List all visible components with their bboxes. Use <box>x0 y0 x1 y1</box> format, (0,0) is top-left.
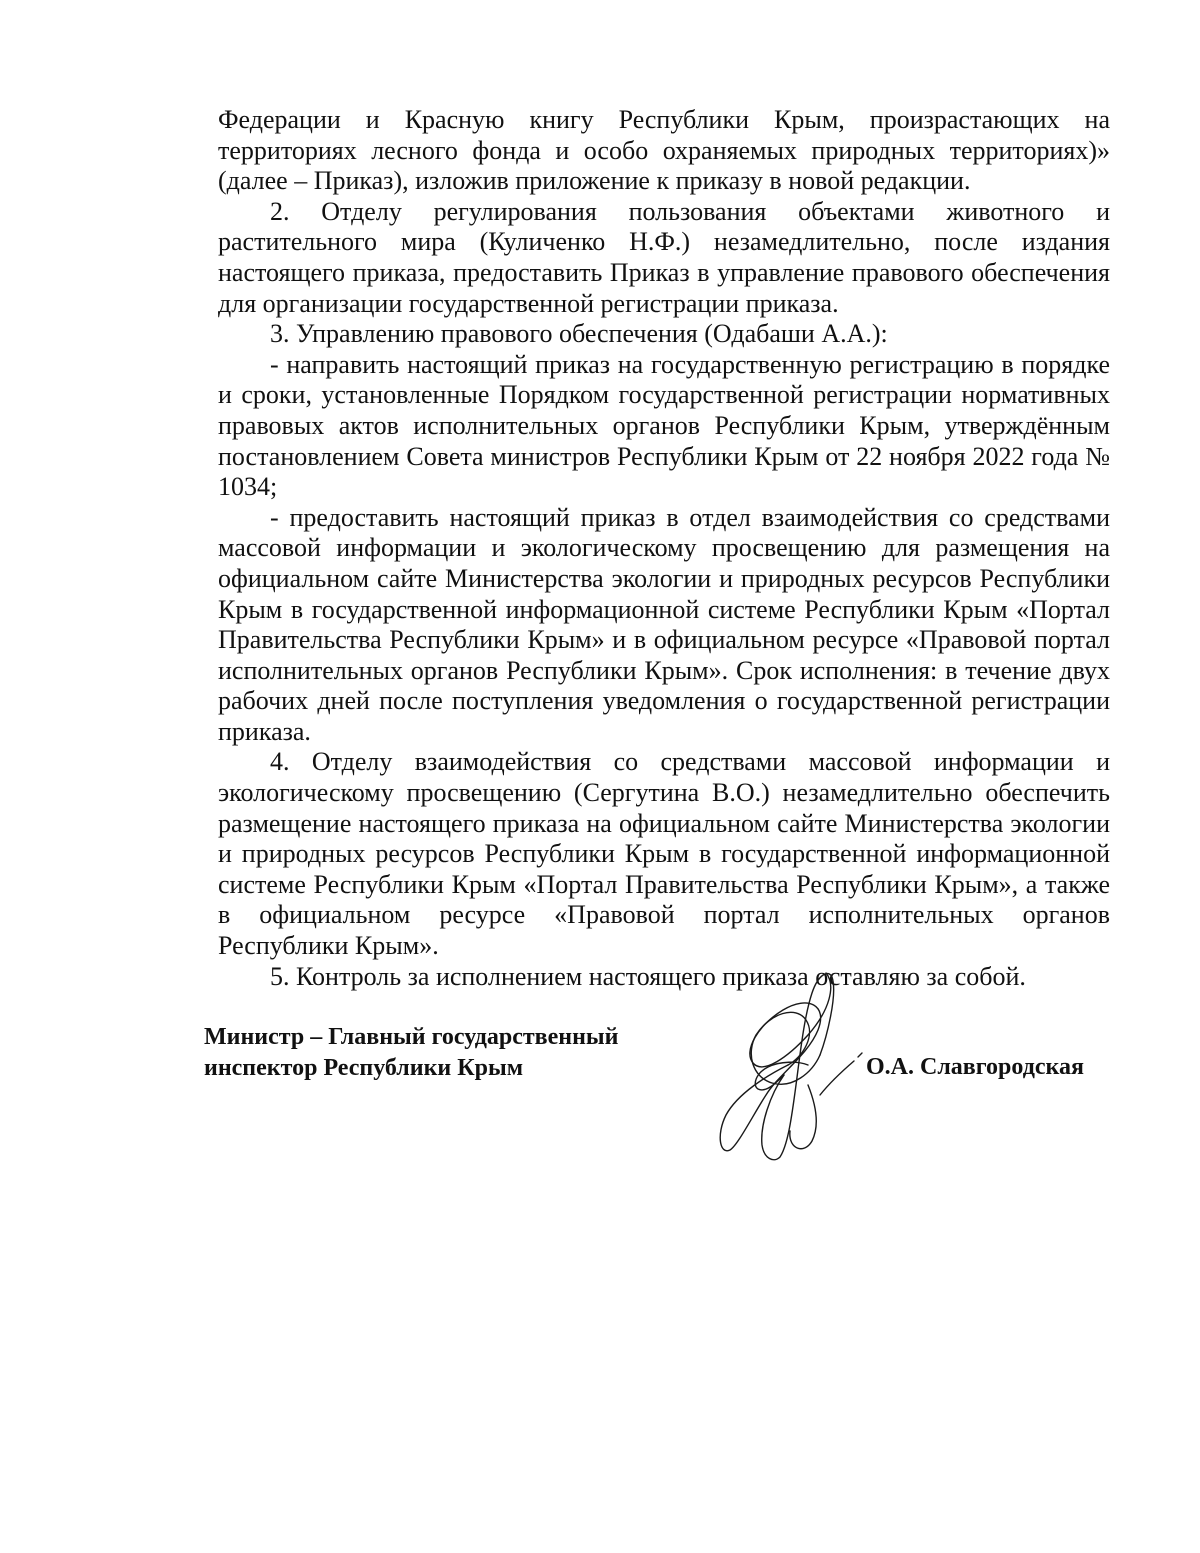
document-body <box>218 105 1110 992</box>
paragraph-item-3-subitem-2: - предоставить настоящий приказ в отдел взаимодействия со средствами массовой информации и экологическому просвещению для размещения на официальном сайте Министерства экологии и природных ресурсов Республики Крым в государственной информационной системе Республики Крым «Портал Правительства Республики Крым» и в официальном ресурсе «Правовой портал исполнительных органов Республики Крым». Срок исполнения: в течение двух рабочих дней после поступления уведомления о государственной регистрации приказа. <box>218 502 1110 746</box>
handwritten-signature-icon <box>708 965 878 1165</box>
signatory-title-line-1: Министр – Главный государственный <box>204 1024 619 1050</box>
paragraph-item-5: 5. Контроль за исполнением настоящего приказа оставляю за собой. <box>270 961 1026 991</box>
paragraph-item-3-subitem-1: - направить настоящий приказ на государственную регистрацию в порядке и сроки, установленные Порядком государственной регистрации нормативных правовых актов исполнительных органов Республики Крым, утверждённым постановлением Совета министров Республики Крым от 22 ноября 2022 года № 1034; <box>218 349 1110 502</box>
paragraph-item-3: 3. Управлению правового обеспечения (Одабаши А.А.): <box>270 319 888 349</box>
signatory-title-line-2: инспектор Республики Крым <box>204 1055 524 1081</box>
signatory-title <box>204 1022 674 1084</box>
signatory-name: О.А. Славгородская <box>866 1054 1084 1080</box>
paragraph-item-4: 4. Отделу взаимодействия со средствами массовой информации и экологическому просвещению (Сергутина В.О.) незамедлительно обеспечить размещение настоящего приказа на официальном сайте Министерства экологии и природных ресурсов Республики Крым в государственной информационной системе Республики Крым «Портал Правительства Республики Крым», а также в официальном ресурсе «Правовой портал исполнительных органов Республики Крым». <box>218 747 1110 961</box>
paragraph-continuation: Федерации и Красную книгу Республики Крым, произрастающих на территориях лесного фонда и особо охраняемых природных территориях)» (далее – Приказ), изложив приложение к приказу в новой редакции. <box>218 105 1110 196</box>
paragraph-item-2: 2. Отделу регулирования пользования объектами животного и растительного мира (Куличенко Н.Ф.) незамедлительно, после издания настоящего приказа, предоставить Приказ в управление правового обеспечения для организации государственной регистрации приказа. <box>218 196 1110 318</box>
